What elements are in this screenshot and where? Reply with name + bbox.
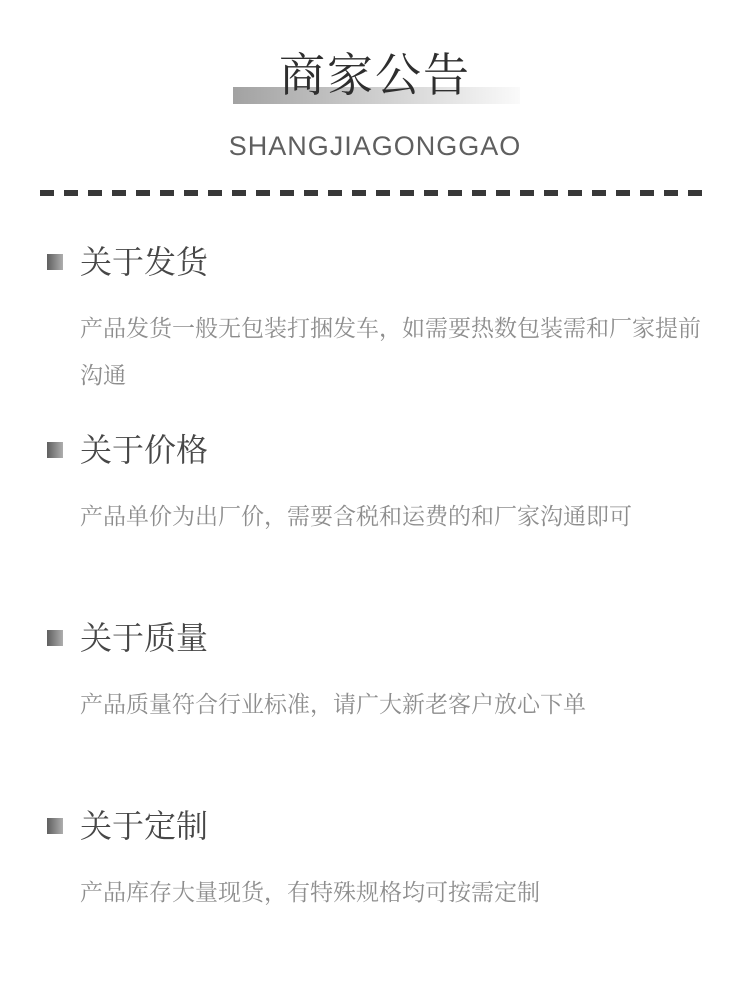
section-body: 产品库存大量现货，有特殊规格均可按需定制 <box>80 879 540 905</box>
section-quality <box>47 619 710 807</box>
section-customization <box>47 807 710 995</box>
section-heading: 关于价格 <box>80 432 209 468</box>
section-heading-row <box>47 807 710 845</box>
section-price <box>47 431 710 619</box>
section-heading-row <box>47 619 710 657</box>
announcement-header <box>0 0 750 162</box>
page-title: 商家公告 <box>279 49 471 101</box>
section-heading: 关于发货 <box>80 244 209 280</box>
square-bullet-icon <box>47 818 63 834</box>
square-bullet-icon <box>47 254 63 270</box>
section-body: 产品发货一般无包装打捆发车，如需要热数包装需和厂家提前沟通 <box>80 315 701 388</box>
section-body: 产品单价为出厂价，需要含税和运费的和厂家沟通即可 <box>80 503 632 529</box>
section-heading: 关于质量 <box>80 620 209 656</box>
section-body: 产品质量符合行业标准，请广大新老客户放心下单 <box>80 691 586 717</box>
dashed-divider <box>40 190 710 196</box>
section-heading-row <box>47 431 710 469</box>
section-heading: 关于定制 <box>80 808 209 844</box>
announcement-sections <box>0 243 750 995</box>
section-heading-row <box>47 243 710 281</box>
page-subtitle: SHANGJIAGONGGAO <box>228 131 522 161</box>
section-shipping <box>47 243 710 431</box>
square-bullet-icon <box>47 630 63 646</box>
square-bullet-icon <box>47 442 63 458</box>
